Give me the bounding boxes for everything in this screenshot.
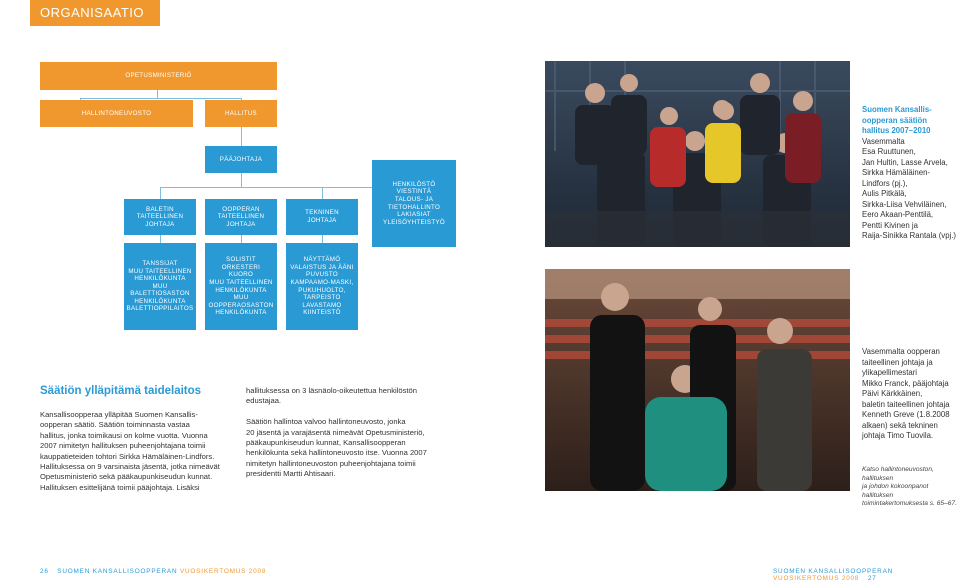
leadership-photo-caption — [862, 347, 957, 442]
caption-title: Suomen Kansallis- oopperan säätiön hallitus 2007–2010 — [862, 105, 932, 135]
reference-note: Katso hallintoneuvoston, hallituksen ja johdon kokoonpanot hallituksen toimintakertomuksesta s. 65–67. — [862, 466, 957, 508]
org-ceo: PÄÄJOHTAJA — [205, 146, 277, 173]
org-technical-director: TEKNINEN JOHTAJA — [286, 199, 358, 235]
connector — [322, 187, 323, 199]
org-support-functions: HENKILÖSTÖ VIESTINTÄ TALOUS- JA TIETOHALLINTO LAKIASIAT YLEISÖYHTEISTYÖ — [372, 160, 456, 247]
footer-publisher: SUOMEN KANSALLISOOPPERAN — [773, 568, 894, 575]
caption-body: Vasemmalta oopperan taiteellinen johtaja ja ylikapellimestari Mikko Franck, pääjohtaja Päivi Kärkkäinen, baletin taiteellinen johtaja Kenneth Greve (1.8.2008 alkaen) sekä tekninen johtaja Timo Tuovila. — [862, 347, 950, 440]
org-supervisory-board: HALLINTONEUVOSTO — [40, 100, 193, 127]
connector — [160, 187, 161, 199]
org-opera-director: OOPPERAN TAITEELLINEN JOHTAJA — [205, 199, 277, 235]
article-column-1: Kansallisoopperaa ylläpitää Suomen Kansallis- oopperan säätiö. Säätiön toiminnasta vastaa hallitus, jonka toimikausi on kolme vuotta. Vuonna 2007 nimitetyn hallituksen puheenjohtajana toimii kauppatieteiden tohtori Sirkka Hämäläinen-Lindfors. Hallituksessa on 9 varsinaista jäsentä, jotka nimeävät Opetusministeriö sekä pääkaupunkiseudun kunnat. Hallituksen esittelijänä toimii pääjohtaja. Lisäksi — [40, 410, 220, 492]
board-group-photo — [545, 61, 850, 247]
footer-report-title: VUOSIKERTOMUS 2008 — [179, 568, 267, 575]
footer-right — [773, 568, 960, 582]
page-number-left: 26 — [40, 568, 49, 575]
connector — [241, 127, 242, 146]
footer-report-title: VUOSIKERTOMUS 2008 — [773, 575, 860, 582]
page-number-right: 27 — [867, 575, 877, 582]
article-title: Säätiön ylläpitämä taidelaitos — [40, 385, 202, 397]
caption-body: Vasemmalta Esa Ruuttunen, Jan Hultin, Lasse Arvela, Sirkka Hämäläinen- Lindfors (pj.), Aulis Pitkälä, Sirkka-Liisa Vehviläinen, Eero Akaan-Penttilä, Pentti Kivinen ja Raija-Sinikka Rantala (vpj.) — [862, 136, 957, 240]
connector — [241, 235, 242, 243]
connector — [322, 235, 323, 243]
footer-left — [40, 568, 266, 575]
connector — [241, 173, 242, 187]
board-photo-caption — [862, 105, 957, 242]
connector — [160, 235, 161, 243]
org-board: HALLITUS — [205, 100, 277, 127]
section-header: ORGANISAATIO — [30, 0, 160, 26]
connector — [157, 90, 158, 98]
org-ministry: OPETUSMINISTERIÖ — [40, 62, 277, 90]
leadership-photo — [545, 269, 850, 491]
connector — [80, 98, 242, 99]
org-opera-staff: SOLISTIT ORKESTERI KUORO MUU TAITEELLINEN HENKILÖKUNTA MUU OOPPERAOSASTON HENKILÖKUNTA — [205, 243, 277, 330]
org-ballet-director: BALETIN TAITEELLINEN JOHTAJA — [124, 199, 196, 235]
article-column-2: hallituksessa on 3 läsnäolo-oikeutettua henkilöstön edustajaa. Säätiön hallintoa valvoo hallintoneuvosto, jonka 20 jäsentä ja varajäsentä nimeävät Opetusministeriö, pääkaupunkiseudun kunnat, Kansallisoopperan henkilökunta sekä hallintoneuvosto itse. Vuonna 2007 nimitetyn hallintoneuvoston puheenjohtajana toimii presidentti Martti Ahtisaari. — [246, 386, 427, 479]
footer-publisher: SUOMEN KANSALLISOOPPERAN — [57, 568, 180, 575]
org-ballet-staff: TANSSIJAT MUU TAITEELLINEN HENKILÖKUNTA MUU BALETTIOSASTON HENKILÖKUNTA BALETTIOPPILAITOS — [124, 243, 196, 330]
org-technical-staff: NÄYTTÄMÖ VALAISTUS JA ÄÄNI PUVUSTO KAMPAAMO-MASKI, PUKUHUOLTO, TARPEISTO LAVASTAMO KIINTEISTÖ — [286, 243, 358, 330]
